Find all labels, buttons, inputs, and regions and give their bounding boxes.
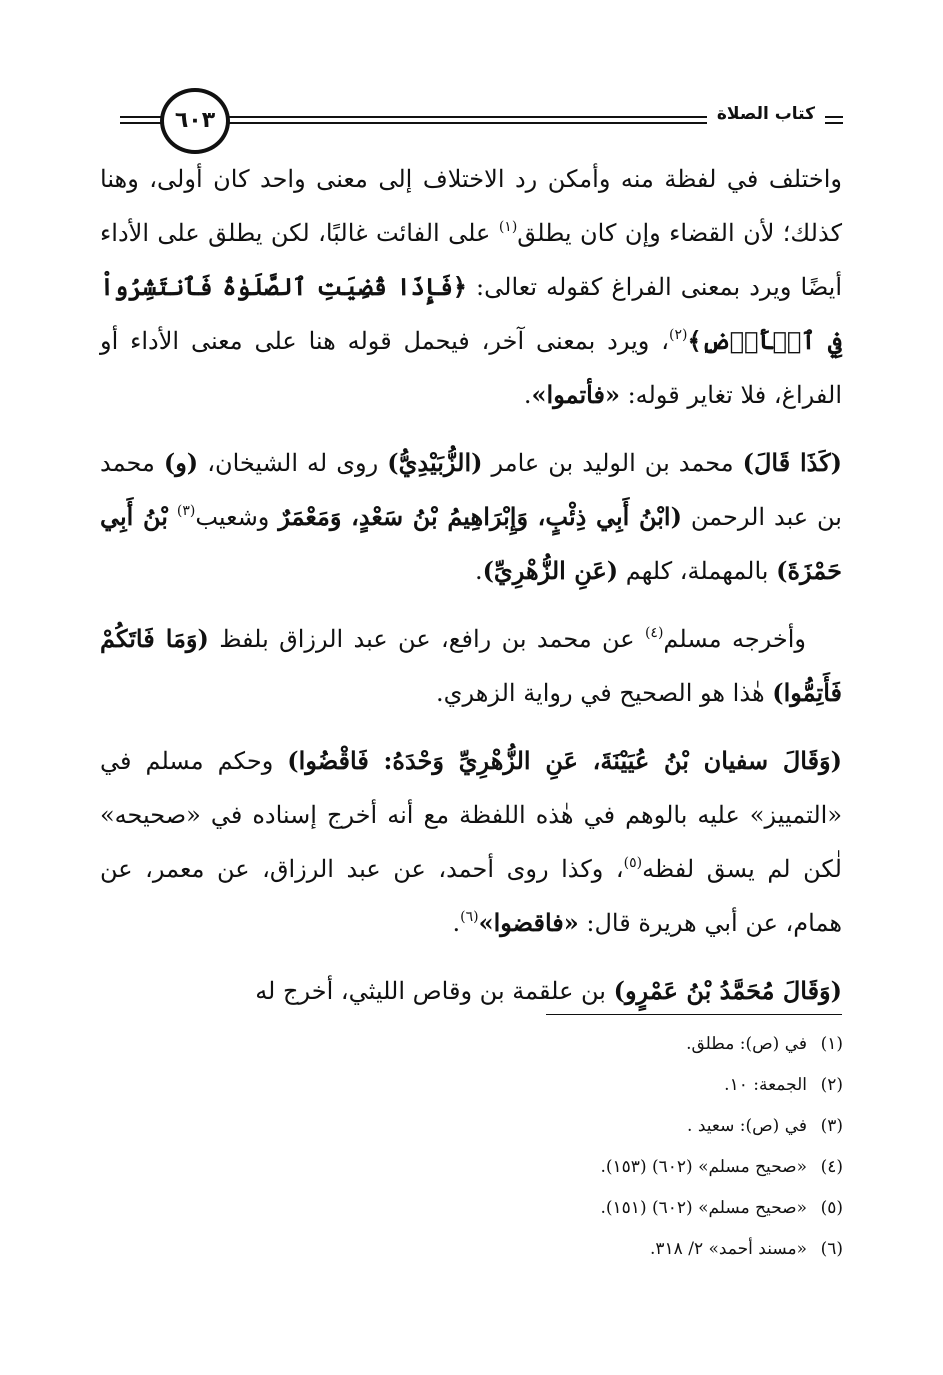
footnote-marker: (٢) bbox=[668, 327, 688, 343]
footnote-number: (٦) bbox=[820, 1239, 843, 1259]
footnote-marker: (٤) bbox=[644, 625, 664, 641]
text-run: محمد بن الوليد بن عامر bbox=[482, 449, 743, 477]
paragraph bbox=[100, 152, 842, 422]
footnote-text: «مسند أحمد» ٢/ ٣١٨. bbox=[649, 1239, 807, 1259]
text-run: واختلف في لفظة منه وأمكن رد الاختلاف إلى معنى واحد كان أولى، وهنا كذلك؛ لأن القضاء وإن كان يطلق bbox=[100, 165, 842, 247]
footnote bbox=[243, 1147, 843, 1188]
footnote-text: في (ص): سعيد . bbox=[687, 1116, 807, 1136]
footnote-text: «صحيح مسلم» (٦٠٢) (١٥٣). bbox=[600, 1157, 807, 1177]
text-run: . bbox=[452, 909, 461, 937]
running-header bbox=[120, 86, 843, 152]
footnote-number: (١) bbox=[820, 1034, 843, 1054]
footnote-number: (٢) bbox=[820, 1075, 843, 1095]
bold-text: (وَقَالَ سفيان بْنُ عُيَيْنَةَ، عَنِ الزُّهْرِيِّ وَحْدَهُ: فَاقْضُوا) bbox=[287, 746, 842, 775]
footnote-number: (٥) bbox=[820, 1198, 843, 1218]
book-title: كتاب الصلاة bbox=[707, 102, 825, 126]
footnote bbox=[243, 1188, 843, 1229]
text-run: ، وكذا روى أحمد، عن عبد الرزاق، عن معمر، عن همام، عن أبي هريرة قال: bbox=[100, 855, 842, 937]
footnote-text: «صحيح مسلم» (٦٠٢) (١٥١). bbox=[600, 1198, 807, 1218]
footnote bbox=[243, 1229, 843, 1270]
text-run: بن علقمة بن وقاص الليثي، أخرج له bbox=[255, 977, 614, 1005]
bold-text: «فاقضوا» bbox=[478, 908, 579, 937]
footnotes bbox=[243, 1024, 843, 1270]
text-run: بالمهملة، كلهم bbox=[618, 557, 777, 585]
footnote-text: في (ص): مطلق. bbox=[686, 1034, 807, 1054]
text-run: هٰذا هو الصحيح في رواية الزهري. bbox=[436, 679, 773, 707]
footnote bbox=[243, 1106, 843, 1147]
text-run: ، ويرد بمعنى آخر، فيحمل قوله هنا على معنى الأداء أو الفراغ، فلا تغاير قوله: bbox=[100, 327, 842, 409]
text-run: على الفائت غالبًا، لكن يطلق على الأداء أيضًا ويرد بمعنى الفراغ كقوله تعالى: bbox=[100, 219, 842, 301]
page-number: ٦٠٣ bbox=[160, 88, 230, 154]
paragraph bbox=[100, 734, 842, 950]
bold-text: (و) bbox=[163, 448, 199, 477]
footnote-number: (٣) bbox=[820, 1116, 843, 1136]
footnote-marker: (٦) bbox=[460, 909, 479, 925]
footnote-marker: (٣) bbox=[176, 503, 196, 519]
text-run: وشعيب bbox=[195, 503, 279, 531]
text-run: روى له الشيخان، bbox=[198, 449, 388, 477]
bold-text: ﴿فَإِذَا قُضِيَتِ ٱلصَّلَوٰةُ فَٱنتَشِرُواْ فِي ٱلۡأَرۡضِ﴾ bbox=[100, 272, 843, 355]
bold-text: (وَمَا فَاتَكُمْ فَأَتِمُّوا) bbox=[100, 624, 842, 707]
bold-text: «فأتموا» bbox=[531, 380, 620, 409]
footnote bbox=[243, 1024, 843, 1065]
main-text bbox=[100, 152, 842, 1018]
footnote-marker: (٥) bbox=[623, 855, 643, 871]
footnote-number: (٤) bbox=[820, 1157, 843, 1177]
paragraph bbox=[100, 436, 842, 598]
bold-text: بْنُ أَبِي حَمْزَةَ) bbox=[100, 502, 842, 585]
text-run: . bbox=[523, 381, 532, 409]
bold-text: (عَنِ الزُّهْرِيِّ) bbox=[482, 556, 619, 585]
footnote-text: الجمعة: ١٠. bbox=[724, 1075, 807, 1095]
footnote bbox=[243, 1065, 843, 1106]
text-run: وحكم مسلم في «التمييز» عليه بالوهم في هٰذه اللفظة مع أنه أخرج إسناده في «صحيحه» لٰكن لم يسق لفظه bbox=[100, 747, 842, 883]
paragraph bbox=[100, 964, 842, 1018]
footnote-marker: (١) bbox=[498, 219, 518, 235]
text-run: عن محمد بن رافع، عن عبد الرزاق بلفظ bbox=[208, 625, 645, 653]
text-run: . bbox=[474, 557, 483, 585]
bold-text: (كَذَا قَالَ) bbox=[742, 448, 843, 477]
paragraph bbox=[100, 612, 842, 720]
text-run: وأخرجه مسلم bbox=[663, 625, 806, 653]
text-run bbox=[168, 503, 177, 531]
text-run: محمد بن عبد الرحمن bbox=[100, 449, 842, 531]
footnote-separator bbox=[546, 1014, 842, 1015]
bold-text: (الزُّبَيْدِيُّ) bbox=[387, 448, 483, 477]
bold-text: (ابْنُ أَبِي ذِئْبٍ، وَإِبْرَاهِيمُ بْنُ سَعْدٍ، وَمَعْمَرٌ bbox=[278, 502, 682, 531]
bold-text: (وَقَالَ مُحَمَّدُ بْنُ عَمْرٍو) bbox=[613, 976, 842, 1005]
